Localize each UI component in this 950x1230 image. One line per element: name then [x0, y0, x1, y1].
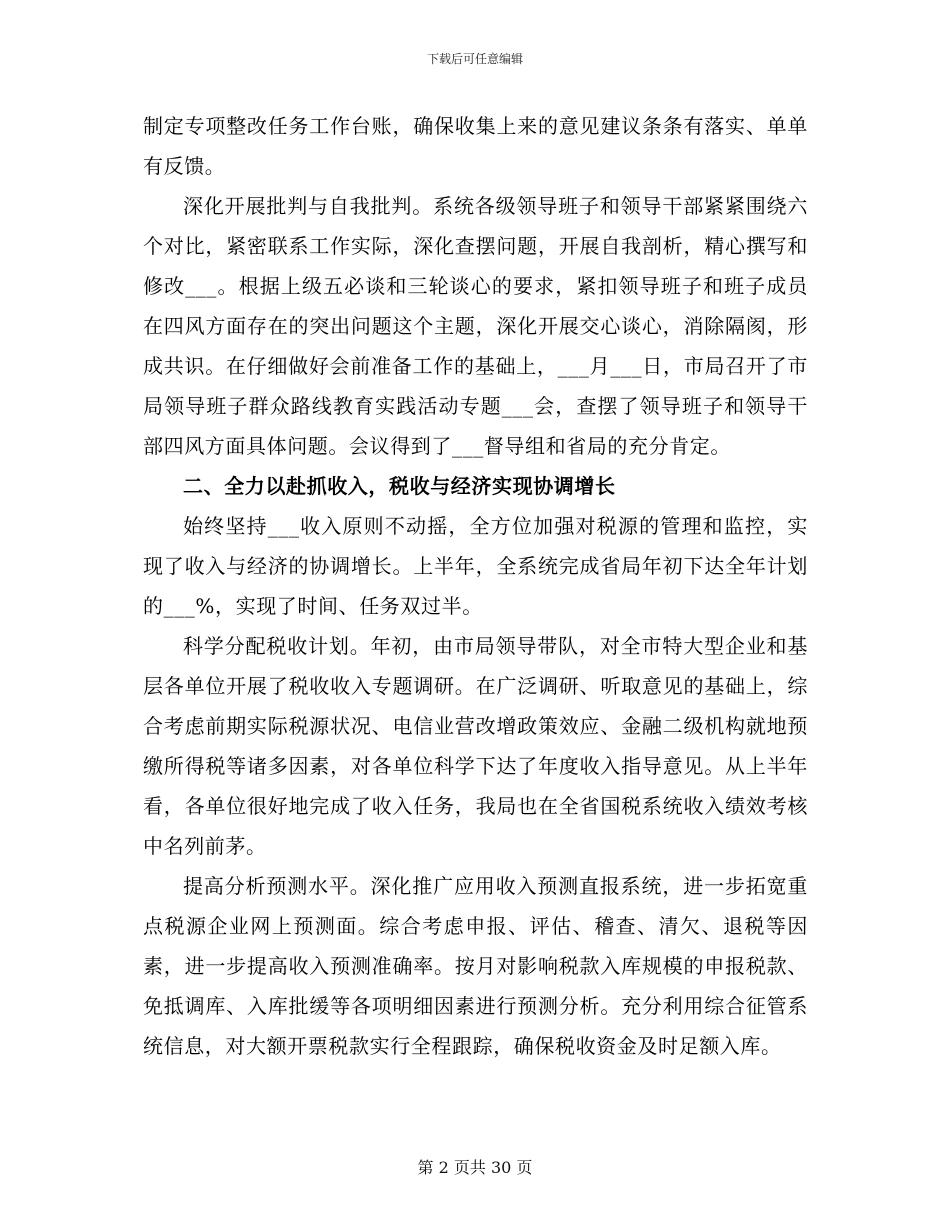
page-number: 第 2 页共 30 页: [417, 1158, 533, 1177]
paragraph-revenue-principle: 始终坚持___收入原则不动摇，全方位加强对税源的管理和监控，实现了收入与经济的协调增长。上半年，全系统完成省局年初下达全年计划的___%，实现了时间、任务双过半。: [143, 514, 808, 618]
section-heading: 二、全力以赴抓收入，税收与经济实现协调增长: [183, 474, 616, 498]
paragraph-forecast: 提高分析预测水平。深化推广应用收入预测直报系统，进一步拓宽重点税源企业网上预测面。综合考虑申报、评估、稽查、清欠、退税等因素，进一步提高收入预测准确率。按月对影响税款入库规模的申报税款、免抵调库、入库批缓等各项明细因素进行预测分析。充分利用综合征管系统信息，对大额开票税款实行全程跟踪，确保税收资金及时足额入库。: [143, 874, 808, 1058]
paragraph-continuation: 制定专项整改任务工作台账，确保收集上来的意见建议条条有落实、单单有反馈。: [143, 114, 808, 178]
page-header-note: 下载后可任意编辑: [426, 52, 523, 66]
document-body: [143, 106, 808, 1066]
paragraph-tax-plan: 科学分配税收计划。年初，由市局领导带队，对全市特大型企业和基层各单位开展了税收收入专题调研。在广泛调研、听取意见的基础上，综合考虑前期实际税源状况、电信业营改增政策效应、金融二级机构就地预缴所得税等诸多因素，对各单位科学下达了年度收入指导意见。从上半年看，各单位很好地完成了收入任务，我局也在全省国税系统收入绩效考核中名列前茅。: [143, 634, 808, 858]
paragraph-criticism: 深化开展批判与自我批判。系统各级领导班子和领导干部紧紧围绕六个对比，紧密联系工作实际，深化查摆问题，开展自我剖析，精心撰写和修改___。根据上级五必谈和三轮谈心的要求，紧扣领导班子和班子成员在四风方面存在的突出问题这个主题，深化开展交心谈心，消除隔阂，形成共识。在仔细做好会前准备工作的基础上，___月___日，市局召开了市局领导班子群众路线教育实践活动专题___会，查摆了领导班子和领导干部四风方面具体问题。会议得到了___督导组和省局的充分肯定。: [143, 194, 808, 458]
